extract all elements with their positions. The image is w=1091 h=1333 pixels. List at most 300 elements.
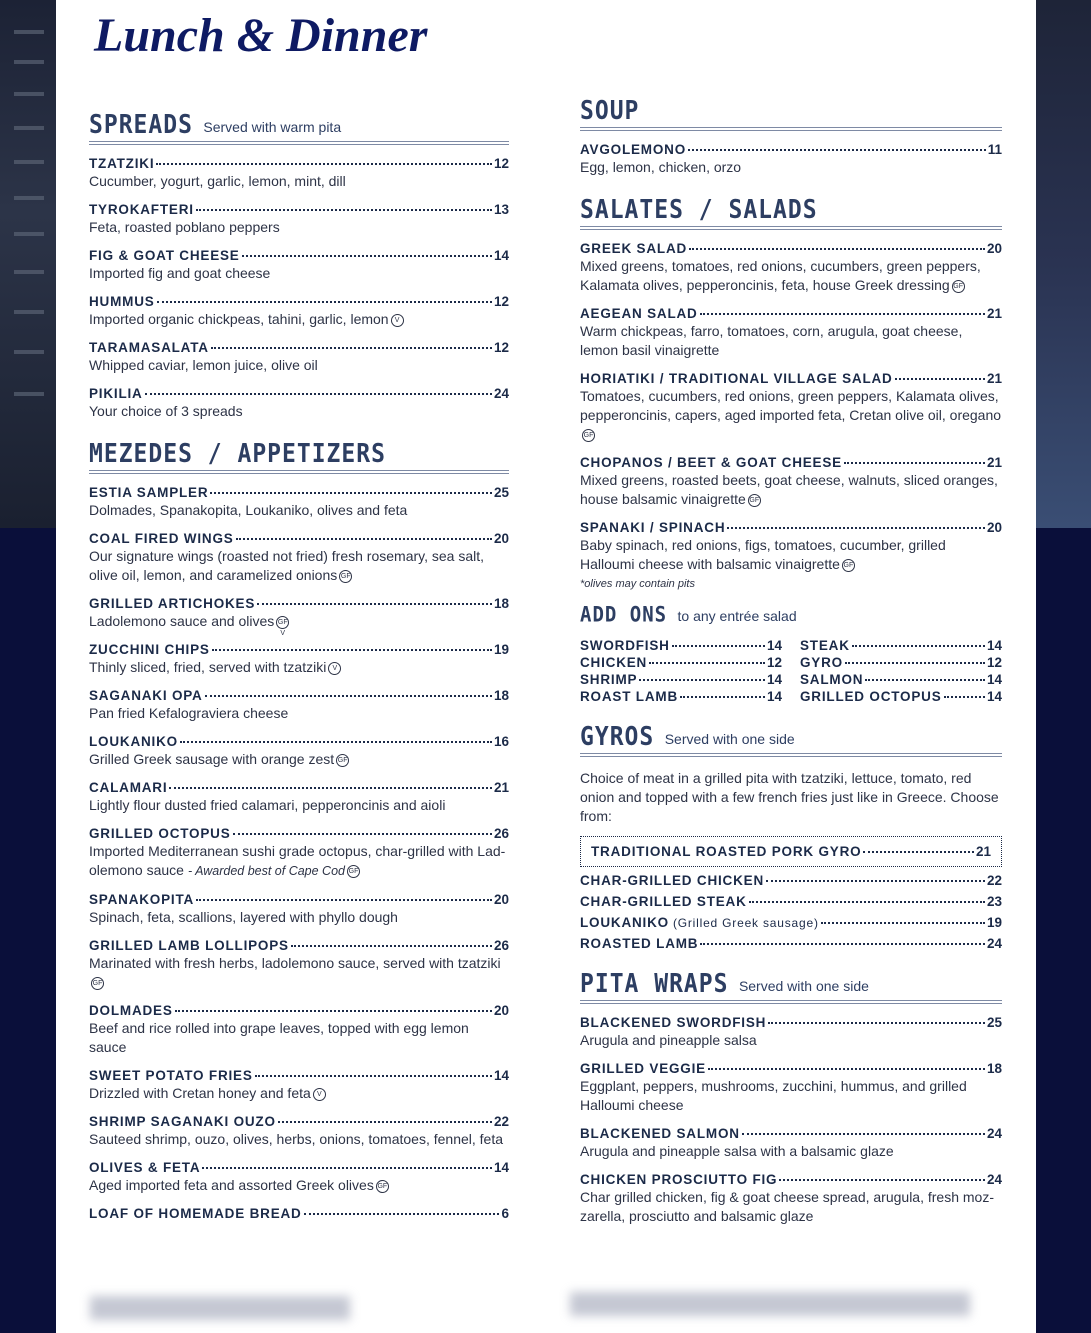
item-price: 26	[493, 938, 509, 953]
item-name-row	[89, 1206, 509, 1221]
gyros-intro: Choice of meat in a grilled pita with tzatziki, lettuce, tomato, red onion and topped with a few french fries just like in Greece. Choose from:	[580, 770, 999, 824]
item-price: 24	[986, 936, 1002, 951]
section-title: MEZEDES / APPETIZERS	[89, 439, 386, 469]
item-name-row	[89, 688, 509, 703]
item-name-row	[89, 1068, 509, 1083]
item-name-row	[89, 202, 509, 217]
item-list	[580, 1015, 1002, 1226]
item-description	[89, 1019, 509, 1057]
menu-item	[89, 1160, 509, 1195]
leader-dots	[944, 696, 985, 698]
item-description	[580, 1142, 1002, 1161]
leader-dots	[196, 899, 492, 901]
leader-dots	[304, 1213, 500, 1215]
item-description	[89, 310, 509, 329]
item-description	[580, 471, 1002, 509]
menu-item	[89, 340, 509, 375]
dietary-mark-icon: GF	[842, 559, 855, 572]
menu-item	[580, 1126, 1002, 1161]
section-subtitle: Served with warm pita	[203, 119, 342, 135]
item-description	[89, 402, 509, 421]
section-rule	[580, 127, 1002, 131]
item-price: 18	[986, 1061, 1002, 1076]
item-name-row	[89, 340, 509, 355]
section-pita-wraps	[580, 971, 1002, 1226]
item-description	[89, 218, 509, 237]
menu-item	[89, 688, 509, 723]
item-name: SWORDFISH	[580, 638, 670, 653]
menu-item	[89, 734, 509, 769]
item-price: 12	[986, 655, 1002, 670]
item-name-row	[580, 241, 1002, 256]
item-description-text: Char grilled chicken, fig & goat cheese spread, arugula, fresh moz-zarella, prosciutto and balsamic glaze	[580, 1189, 994, 1224]
item-name-row	[89, 596, 509, 611]
item-name: GREEK SALAD	[580, 241, 688, 256]
item-name: HUMMUS	[89, 294, 155, 309]
item-description	[89, 172, 509, 191]
item-name: TZATZIKI	[89, 156, 155, 171]
item-price: 23	[986, 894, 1002, 909]
section-rule	[580, 226, 1002, 230]
item-description	[89, 501, 509, 520]
menu-item	[89, 1206, 509, 1221]
item-name-row	[580, 1015, 1002, 1030]
leader-dots	[727, 527, 985, 529]
dietary-mark-icon: GF	[339, 570, 352, 583]
item-name-row	[89, 531, 509, 546]
item-description-text: Cucumber, yogurt, garlic, lemon, mint, dill	[89, 173, 346, 189]
gyro-list	[580, 873, 1002, 951]
item-description-text: Egg, lemon, chicken, orzo	[580, 159, 742, 175]
item-price: 21	[986, 371, 1002, 386]
section-title: PITA WRAPS	[580, 969, 729, 999]
item-price: 21	[986, 455, 1002, 470]
dietary-mark-icon: GF	[336, 754, 349, 767]
menu-item	[580, 638, 782, 653]
item-name-row	[580, 1172, 1002, 1187]
item-name: CHICKEN PROSCIUTTO FIG	[580, 1172, 778, 1187]
leader-dots	[212, 649, 492, 651]
item-name-row	[580, 455, 1002, 470]
menu-item	[89, 1114, 509, 1149]
item-name: ZUCCHINI CHIPS	[89, 642, 210, 657]
leader-dots	[768, 1022, 985, 1024]
section-rule	[580, 753, 1002, 757]
leader-dots	[689, 248, 985, 250]
item-name-row	[89, 1114, 509, 1129]
menu-item	[89, 386, 509, 421]
item-price: 25	[493, 485, 509, 500]
item-name: ROAST LAMB	[580, 689, 678, 704]
section-rule	[580, 1000, 1002, 1004]
item-price: 26	[493, 826, 509, 841]
featured-gyro	[580, 836, 1002, 867]
item-name: SALMON	[800, 672, 864, 687]
item-price: 14	[493, 248, 509, 263]
menu-item	[580, 936, 1002, 951]
section-subtitle: to any entrée salad	[677, 608, 797, 624]
item-price: 12	[766, 655, 782, 670]
item-name: SPANAKI / SPINACH	[580, 520, 726, 535]
item-description	[89, 1130, 509, 1149]
leader-dots	[766, 880, 985, 882]
section-rule	[89, 470, 509, 474]
item-name-row	[89, 938, 509, 953]
item-description-text: Ladolemono sauce and olives	[89, 613, 275, 629]
item-name: GRILLED LAMB LOLLIPOPS	[89, 938, 289, 953]
item-description-text: Arugula and pineapple salsa with a balsamic glaze	[580, 1143, 894, 1159]
dietary-mark-icon: GF	[582, 429, 595, 442]
item-name-row	[89, 734, 509, 749]
item-list	[89, 156, 509, 421]
leader-dots	[291, 945, 492, 947]
item-name: GYRO	[800, 655, 843, 670]
menu-item	[89, 248, 509, 283]
item-description-text: Thinly sliced, fried, served with tzatziki	[89, 659, 327, 675]
item-price: 19	[986, 915, 1002, 930]
item-name: AVGOLEMONO	[580, 142, 687, 157]
left-column	[89, 112, 509, 1221]
item-description	[89, 612, 509, 637]
item-price: 16	[493, 734, 509, 749]
menu-item	[580, 655, 782, 670]
item-description-text: Arugula and pineapple salsa	[580, 1032, 757, 1048]
leader-dots	[639, 679, 765, 681]
item-list	[89, 485, 509, 1221]
item-name: SWEET POTATO FRIES	[89, 1068, 253, 1083]
leader-dots	[865, 679, 985, 681]
item-description	[580, 1077, 1002, 1115]
leader-dots	[233, 833, 492, 835]
leader-dots	[680, 696, 765, 698]
item-price: 6	[501, 1206, 509, 1221]
leader-dots	[700, 943, 985, 945]
item-description	[89, 954, 509, 992]
item-name: HORIATIKI / TRADITIONAL VILLAGE SALAD	[580, 371, 893, 386]
item-price: 21	[975, 844, 991, 859]
menu-item	[580, 672, 782, 687]
item-price: 20	[493, 531, 509, 546]
section-subtitle: Served with one side	[738, 978, 869, 994]
menu-item	[800, 655, 1002, 670]
leader-dots	[672, 645, 765, 647]
item-description-text: Dolmades, Spanakopita, Loukaniko, olives and feta	[89, 502, 408, 518]
item-price: 25	[986, 1015, 1002, 1030]
item-price: 14	[493, 1068, 509, 1083]
item-price: 14	[766, 638, 782, 653]
menu-item	[580, 241, 1002, 295]
menu-item	[580, 1015, 1002, 1050]
item-description-text: Pan fried Kefalograviera cheese	[89, 705, 289, 721]
item-name: GRILLED OCTOPUS	[89, 826, 231, 841]
section-header	[580, 724, 1002, 750]
item-name: PIKILIA	[89, 386, 143, 401]
item-name: STEAK	[800, 638, 850, 653]
dietary-mark-icon: V	[313, 1088, 326, 1101]
item-name: CHAR-GRILLED CHICKEN	[580, 873, 764, 888]
item-list	[580, 241, 1002, 574]
leader-dots	[210, 492, 492, 494]
item-name: BLACKENED SALMON	[580, 1126, 740, 1141]
item-name: SHRIMP SAGANAKI OUZO	[89, 1114, 276, 1129]
item-name: OLIVES & FETA	[89, 1160, 201, 1175]
menu-item	[800, 689, 1002, 704]
section-mezedes	[89, 441, 509, 1221]
item-name: CHICKEN	[580, 655, 648, 670]
menu-item	[580, 306, 1002, 360]
leader-dots	[175, 1010, 492, 1012]
item-name: TYROKAFTERI	[89, 202, 194, 217]
item-name-row	[89, 485, 509, 500]
section-header	[580, 604, 1002, 626]
item-price: 12	[493, 340, 509, 355]
item-name: GRILLED OCTOPUS	[800, 689, 942, 704]
item-price: 21	[986, 306, 1002, 321]
item-name: SAGANAKI OPA	[89, 688, 203, 703]
item-name: AEGEAN SALAD	[580, 306, 698, 321]
item-name: CHAR-GRILLED STEAK	[580, 894, 747, 909]
item-list	[580, 142, 1002, 177]
section-soup	[580, 98, 1002, 177]
item-name-row	[89, 156, 509, 171]
item-name: SHRIMP	[580, 672, 638, 687]
section-title: GYROS	[580, 722, 655, 752]
menu-item	[580, 371, 1002, 444]
menu-item	[89, 1068, 509, 1103]
leader-dots	[863, 851, 974, 853]
item-price: 22	[986, 873, 1002, 888]
item-name-row	[89, 780, 509, 795]
item-price: 12	[493, 156, 509, 171]
item-description-text: Whipped caviar, lemon juice, olive oil	[89, 357, 318, 373]
item-price: 24	[986, 1126, 1002, 1141]
item-name: LOUKANIKO	[89, 734, 178, 749]
section-title: SALATES / SALADS	[580, 195, 818, 225]
menu-item	[89, 596, 509, 637]
leader-dots	[145, 393, 492, 395]
item-price: 19	[493, 642, 509, 657]
leader-dots	[688, 149, 986, 151]
item-description	[89, 547, 509, 585]
item-description-text: Imported Mediterranean sushi grade octopus, char-grilled with Lad-olemono sauce	[89, 843, 506, 878]
item-description	[89, 796, 509, 815]
item-name-row	[89, 386, 509, 401]
section-addons	[580, 604, 1002, 704]
item-name: SPANAKOPITA	[89, 892, 195, 907]
item-name-row	[89, 1160, 509, 1175]
item-name: DOLMADES	[89, 1003, 173, 1018]
dietary-mark-icon: GF	[91, 977, 104, 990]
leader-dots	[156, 163, 492, 165]
item-description-text: Mixed greens, roasted beets, goat cheese, walnuts, sliced oranges, house balsamic vinaigrette	[580, 472, 998, 507]
item-description	[580, 387, 1002, 444]
olives-note: *olives may contain pits	[580, 578, 695, 590]
item-description-text: Aged imported feta and assorted Greek olives	[89, 1177, 374, 1193]
section-header	[89, 441, 509, 467]
leader-dots	[257, 603, 492, 605]
item-price: 22	[493, 1114, 509, 1129]
item-description	[580, 1031, 1002, 1050]
item-description	[580, 257, 1002, 295]
item-name-row	[580, 142, 1002, 157]
item-description-text: Feta, roasted poblano peppers	[89, 219, 280, 235]
item-description	[580, 536, 1002, 574]
menu-item	[89, 780, 509, 815]
dietary-mark-icon: GF	[748, 494, 761, 507]
item-description-text: Eggplant, peppers, mushrooms, zucchini, hummus, and grilled Halloumi cheese	[580, 1078, 967, 1113]
item-price: 18	[493, 596, 509, 611]
dietary-mark-icon: GF	[952, 280, 965, 293]
item-name: CALAMARI	[89, 780, 168, 795]
menu-item	[89, 202, 509, 237]
item-price: 21	[493, 780, 509, 795]
leader-dots	[205, 695, 492, 697]
item-price: 18	[493, 688, 509, 703]
item-name: CHOPANOS / BEET & GOAT CHEESE	[580, 455, 842, 470]
item-name-row	[89, 826, 509, 841]
leader-dots	[242, 255, 492, 257]
section-salads	[580, 197, 1002, 590]
item-name-row	[89, 1003, 509, 1018]
menu-item	[89, 892, 509, 927]
section-spreads	[89, 112, 509, 421]
leader-dots	[196, 209, 492, 211]
menu-item	[89, 531, 509, 585]
item-name-row	[580, 520, 1002, 535]
item-price: 14	[493, 1160, 509, 1175]
background-photo-right	[1035, 0, 1091, 528]
leader-dots	[255, 1075, 492, 1077]
menu-item	[89, 156, 509, 191]
addons-grid	[580, 638, 1002, 704]
item-name: GRILLED ARTICHOKES	[89, 596, 256, 611]
item-description-text: Our signature wings (roasted not fried) fresh rosemary, sea salt, olive oil, lemon, and caramelized onions	[89, 548, 485, 583]
menu-item	[580, 915, 1002, 930]
item-description-text: Baby spinach, red onions, figs, tomatoes, cucumber, grilled Halloumi cheese with balsamic vinaigrette	[580, 537, 946, 572]
leader-dots	[844, 462, 985, 464]
section-rule	[89, 141, 509, 145]
item-price: 20	[493, 1003, 509, 1018]
item-description	[89, 908, 509, 927]
leader-dots	[236, 538, 492, 540]
menu-item	[800, 672, 1002, 687]
leader-dots	[779, 1179, 985, 1181]
leader-dots	[278, 1121, 492, 1123]
item-description-text: Your choice of 3 spreads	[89, 403, 243, 419]
item-name: TRADITIONAL ROASTED PORK GYRO	[591, 844, 862, 859]
section-header	[89, 112, 509, 138]
item-description	[89, 1084, 509, 1103]
blurred-preview-left	[90, 1296, 350, 1320]
menu-item	[89, 485, 509, 520]
item-name-row	[580, 371, 1002, 386]
leader-dots	[845, 662, 985, 664]
item-description-text: Spinach, feta, scallions, layered with phyllo dough	[89, 909, 398, 925]
item-price: 14	[766, 672, 782, 687]
item-name: COAL FIRED WINGS	[89, 531, 234, 546]
item-description	[580, 1188, 1002, 1226]
section-title: ADD ONS	[580, 602, 668, 628]
dietary-mark-icon: V	[328, 662, 341, 675]
menu-page	[56, 0, 1036, 1333]
item-price: 20	[493, 892, 509, 907]
menu-item	[580, 1061, 1002, 1115]
menu-item	[580, 455, 1002, 509]
menu-item	[800, 638, 1002, 653]
menu-item	[89, 642, 509, 677]
item-description	[89, 356, 509, 375]
item-description-text: Mixed greens, tomatoes, red onions, cucumbers, green peppers, Kalamata olives, pepperoncinis, feta, house Greek dressing	[580, 258, 981, 293]
item-description-text: Lightly flour dusted fried calamari, pepperoncinis and aioli	[89, 797, 446, 813]
item-description	[580, 322, 1002, 360]
dietary-mark-icon: GF	[376, 1180, 389, 1193]
item-price: 14	[986, 672, 1002, 687]
item-name-row	[580, 306, 1002, 321]
dietary-mark-icon: GF V	[276, 616, 289, 629]
item-name-row	[89, 294, 509, 309]
item-name-row	[89, 642, 509, 657]
menu-item	[580, 894, 1002, 909]
item-description-text: Imported organic chickpeas, tahini, garlic, lemon	[89, 311, 389, 327]
menu-item	[89, 294, 509, 329]
item-description-text: Drizzled with Cretan honey and feta	[89, 1085, 311, 1101]
item-name-row	[580, 1061, 1002, 1076]
leader-dots	[649, 662, 765, 664]
section-title: SPREADS	[89, 110, 193, 140]
item-price: 24	[986, 1172, 1002, 1187]
right-column	[580, 98, 1002, 1226]
background-photo-left	[0, 0, 56, 528]
item-description-text: Beef and rice rolled into grape leaves, topped with egg lemon sauce	[89, 1020, 469, 1055]
menu-item	[89, 938, 509, 992]
menu-item	[580, 689, 782, 704]
item-description-text: Sauteed shrimp, ouzo, olives, herbs, onions, tomatoes, fennel, feta	[89, 1131, 504, 1147]
item-description-text: Marinated with fresh herbs, ladolemono sauce, served with tzatziki	[89, 955, 501, 971]
item-description	[89, 658, 509, 677]
item-description-text: Grilled Greek sausage with orange zest	[89, 751, 335, 767]
leader-dots	[202, 1167, 492, 1169]
item-price: 11	[987, 142, 1002, 157]
item-name: TARAMASALATA	[89, 340, 209, 355]
dietary-mark-icon: V	[391, 314, 404, 327]
leader-dots	[180, 741, 492, 743]
menu-item	[89, 1003, 509, 1057]
item-name: BLACKENED SWORDFISH	[580, 1015, 767, 1030]
item-name: FIG & GOAT CHEESE	[89, 248, 240, 263]
item-name: GRILLED VEGGIE	[580, 1061, 706, 1076]
item-description-text: Imported fig and goat cheese	[89, 265, 271, 281]
item-name-note: (Grilled Greek sausage)	[672, 916, 819, 930]
item-name-row	[580, 1126, 1002, 1141]
item-price: 14	[986, 689, 1002, 704]
item-description	[89, 1176, 509, 1195]
item-price: 20	[986, 520, 1002, 535]
leader-dots	[895, 378, 985, 380]
section-header	[580, 197, 1002, 223]
leader-dots	[821, 922, 985, 924]
item-name: LOAF OF HOMEMADE BREAD	[89, 1206, 302, 1221]
item-description-text: Warm chickpeas, farro, tomatoes, corn, arugula, goat cheese, lemon basil vinaigrette	[580, 323, 963, 358]
item-price: 13	[493, 202, 509, 217]
menu-item	[580, 520, 1002, 574]
item-price: 12	[493, 294, 509, 309]
item-name-row	[89, 892, 509, 907]
item-price: 14	[766, 689, 782, 704]
leader-dots	[700, 313, 985, 315]
item-price: 24	[493, 386, 509, 401]
menu-item	[580, 142, 1002, 177]
item-description	[580, 158, 1002, 177]
